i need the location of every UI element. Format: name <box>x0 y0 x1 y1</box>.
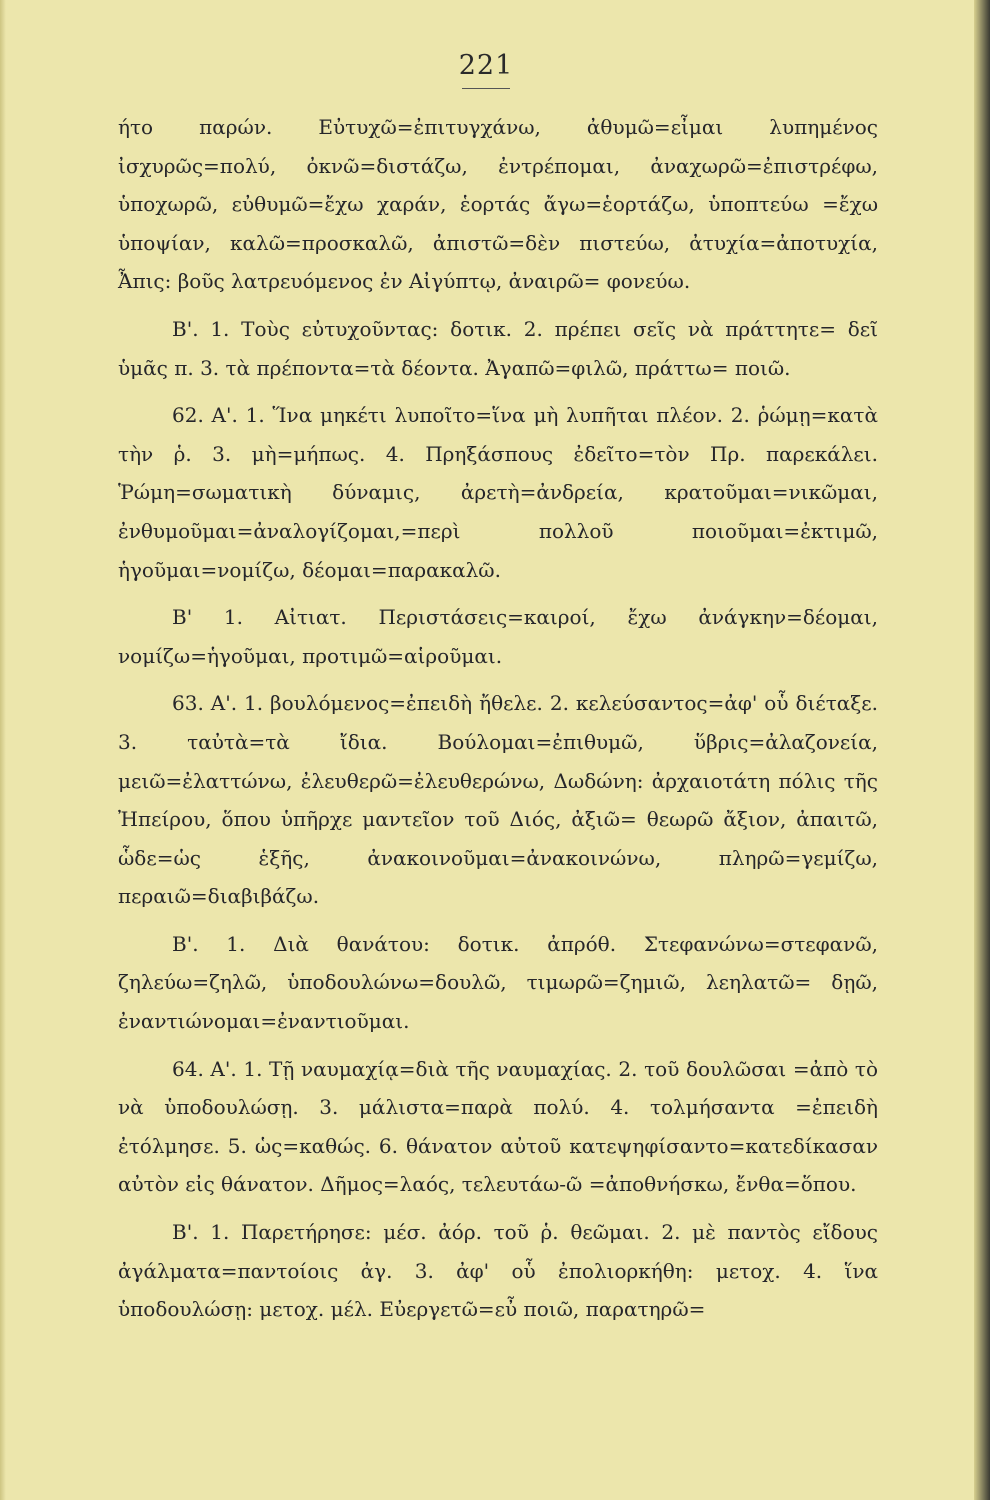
paragraph-63-a: 63. Α'. 1. βουλόμενος=ἐπειδὴ ἤθελε. 2. κελεύσαντος=ἀφ' οὗ διέταξε. 3. ταὐτὰ=τὰ ἴδια. Βούλομαι=ἐπιθυμῶ, ὕβρις=ἀλαζονεία, μειῶ=ἐλαττώνω, ἐλευθερῶ=ἐλευθερώνω, Δωδώνη: ἀρχαιοτάτη πόλις τῆς Ἠπείρου, ὅπου ὑπῆρχε μαντεῖον τοῦ Διός, ἀξιῶ= θεωρῶ ἄξιον, ἀπαιτῶ, ὧδε=ὡς ἑξῆς, ἀνακοινοῦμαι=ἀνακοινώνω, πληρῶ=γεμίζω, περαιῶ=διαβιβάζω. <box>118 691 878 909</box>
paragraph-continuation: ήτο παρών. Εὐτυχῶ=ἐπιτυγχάνω, ἀθυμῶ=εἶμαι λυπημένος ἰσχυρῶς=πολύ, ὀκνῶ=διστάζω, ἐντρέπομαι, ἀναχωρῶ=ἐπιστρέφω, ὑποχωρῶ, εὐθυμῶ=ἔχω χαράν, ἑορτάς ἄγω=ἑορτάζω, ὑποπτεύω =ἔχω ὑποψίαν, καλῶ=προσκαλῶ, ἀπιστῶ=δὲν πιστεύω, ἀτυχία=ἀποτυχία, Ἆπις: βοῦς λατρευόμενος ἐν Αἰγύπτῳ, ἀναιρῶ= φονεύω. <box>118 115 878 294</box>
page-number-underline <box>462 88 510 89</box>
paragraph-62-a: 62. Α'. 1. Ἵνα μηκέτι λυποῖτο=ἵνα μὴ λυπῆται πλέον. 2. ῥώμῃ=κατὰ τὴν ῥ. 3. μὴ=μήπως. 4. Πρηξάσπους ἐδεῖτο=τὸν Πρ. παρεκάλει. Ῥώμη=σωματικὴ δύναμις, ἀρετὴ=ἀνδρεία, κρατοῦμαι=νικῶμαι, ἐνθυμοῦμαι=ἀναλογίζομαι,=περὶ πολλοῦ ποιοῦμαι=ἐκτιμῶ, ἡγοῦμαι=νομίζω, δέομαι=παρακαλῶ. <box>118 403 878 582</box>
paragraph-63-b: Β'. 1. Διὰ θανάτου: δοτικ. ἀπρόθ. Στεφανώνω=στεφανῶ, ζηλεύω=ζηλῶ, ὑποδουλώνω=δουλῶ, τιμωρῶ=ζημιῶ, λεηλατῶ= δῃῶ, ἐναντιώνομαι=ἐναντιοῦμαι. <box>118 931 878 1034</box>
paragraph-62-b: Β' 1. Αἰτιατ. Περιστάσεις=καιροί, ἔχω ἀνάγκην=δέομαι, νομίζω=ἡγοῦμαι, προτιμῶ=αἱροῦμαι. <box>118 605 878 668</box>
page-binding-shadow <box>974 0 990 1500</box>
page-left-edge <box>0 0 6 1500</box>
paragraph-b-exercise: Β'. 1. Τοὺς εὐτυχοῦντας: δοτικ. 2. πρέπει σεῖς νὰ πράττητε= δεῖ ὑμᾶς π. 3. τὰ πρέποντα=τὰ δέοντα. Ἀγαπῶ=φιλῶ, πράττω= ποιῶ. <box>118 316 878 380</box>
paragraph-64-a: 64. Α'. 1. Τῇ ναυμαχίᾳ=διὰ τῆς ναυμαχίας. 2. τοῦ δουλῶσαι =ἀπὸ τὸ νὰ ὑποδουλώσῃ. 3. μάλιστα=παρὰ πολύ. 4. τολμήσαντα =ἐπειδὴ ἐτόλμησε. 5. ὡς=καθώς. 6. θάνατον αὐτοῦ κατεψηφίσαντο=κατεδίκασαν αὐτὸν εἰς θάνατον. Δῆμος=λαός, τελευτάω-ῶ =ἀποθνήσκω, ἔνθα=ὅπου. <box>118 1056 878 1197</box>
text-body <box>118 108 878 1338</box>
page-number: 221 <box>458 50 514 81</box>
paragraph-64-b: Β'. 1. Παρετήρησε: μέσ. ἀόρ. τοῦ ῥ. θεῶμαι. 2. μὲ παντὸς εἴδους ἀγάλματα=παντοίοις ἀγ. 3. ἀφ' οὗ ἐπολιορκήθη: μετοχ. 4. ἵνα ὑποδουλώσῃ: μετοχ. μέλ. Εὐεργετῶ=εὖ ποιῶ, παρατηρῶ= <box>118 1220 878 1322</box>
